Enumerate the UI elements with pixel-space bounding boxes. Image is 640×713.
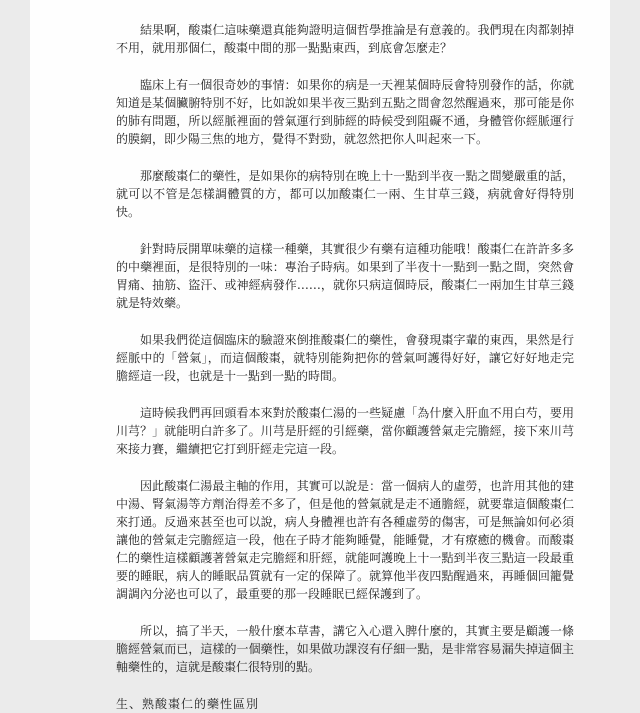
section-heading: 生、熟酸棗仁的藥性區別 [116, 697, 260, 711]
paragraph: 因此酸棗仁湯最主軸的作用，其實可以說是：當一個病人的虛勞，也許用其他的建中湯、腎氣湯等方劑治得差不多了，但是他的營氣就是走不通膽經，就要靠這個酸棗仁來打通。反過來甚至也可以說，病人身體裡也許有各種虛勞的傷害，可是無論如何必須讓他的營氣走完膽經這一段，他在子時才能夠睡覺，能睡覺，才有療癒的機會。而酸棗仁的藥性這樣顧護著營氣走完膽經和肝經，就能呵護晚上十一點到半夜三點這一段最重要的睡眠，病人的睡眠品質就有一定的保障了。就算他半夜四點醒過來，再睡個回籠覺調調內分泌也可以了，最重要的那一段睡眠已經保護到了。 [116, 479, 574, 601]
paragraph: 臨床上有一個很奇妙的事情：如果你的病是一天裡某個時辰會特別發作的話，你就知道是某個臟腑特別不好，比如說如果半夜三點到五點之間會忽然醒過來，那可能是你的肺有問題，所以經脈裡面的營氣運行到肺經的時候受到阻礙不通，身體管你經脈運行的膜網，即少陽三焦的地方，覺得不對勁，就忽然把你人叫起來一下。 [116, 78, 574, 146]
page-body [116, 21, 574, 713]
paragraph: 如果我們從這個臨床的驗證來倒推酸棗仁的藥性，會發現棗字輩的東西，果然是行經脈中的「營氣」，而這個酸棗，就特別能夠把你的營氣呵護得好好，讓它好好地走完膽經這一段，也就是十一點到一點的時間。 [116, 333, 574, 383]
paragraph: 針對時辰開單味藥的這樣一種藥，其實很少有藥有這種功能哦！酸棗仁在許許多多的中藥裡面，是很特別的一味：專治子時病。如果到了半夜十一點到一點之間，突然會胃痛、抽筋、盜汗、或神經病發作……，就你只病這個時辰，酸棗仁一兩加生甘草三錢就是特效藥。 [116, 242, 574, 310]
paragraph: 那麼酸棗仁的藥性，是如果你的病特別在晚上十一點到半夜一點之間變嚴重的話，就可以不管是怎樣調體質的方，都可以加酸棗仁一兩、生甘草三錢，病就會好得特別快。 [116, 169, 574, 219]
scanned-page [30, 0, 610, 711]
paragraph: 這時候我們再回頭看本來對於酸棗仁湯的一些疑慮「為什麼入肝血不用白芍，要用川芎？」就能明白許多了。川芎是肝經的引經藥，當你顧護營氣走完膽經，接下來川芎來接力賽，繼續把它打到肝經走完這一段。 [116, 406, 574, 456]
paragraph: 結果啊，酸棗仁這味藥還真能夠證明這個哲學推論是有意義的。我們現在肉都剝掉不用，就用那個仁，酸棗中間的那一點點東西，到底會怎麼走？ [116, 23, 574, 55]
paragraph: 所以，搞了半天，一般什麼本草書，講它入心還入脾什麼的，其實主要是顧護一條膽經營氣而已，這樣的一個藥性，如果做功課沒有仔細一點，是非常容易漏失掉這個主軸藥性的，這就是酸棗仁很特別的點。 [116, 624, 574, 674]
